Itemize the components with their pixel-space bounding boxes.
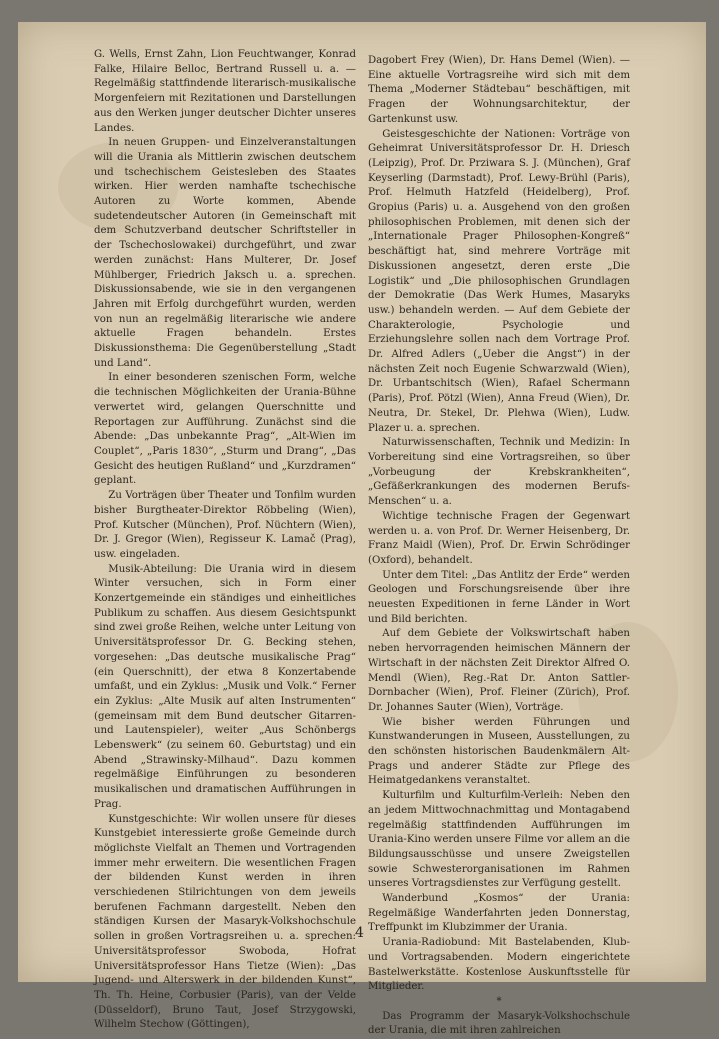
right-column (368, 54, 630, 1039)
paragraph: Wanderbund „Kosmos“ der Urania: Regelmäßige Wanderfahrten jeden Donnerstag, Treffpunkt im Klubzimmer der Urania. (368, 893, 630, 934)
paragraph: In neuen Gruppen- und Einzelveranstaltungen will die Urania als Mittlerin zwischen deutschem und tschechischem Geistesleben des Staates wirken. Hier werden namhafte tschechische Autoren zu Worte kommen, Abende sudetendeutscher Autoren (in Gemeinschaft mit dem Schutzverband deutscher Schriftsteller in der Tschechoslowakei) durchgeführt, und zwar werden zunächst: Hans Multerer, Dr. Josef Mühlberger, Friedrich Jaksch u. a. sprechen. Diskussionsabende, wie sie in den vergangenen Jahren mit Erfolg durchgeführt wurden, werden von nun an regelmäßig literarische wie andere aktuelle Fragen behandeln. Erstes Diskussionsthema: Die Gegenüberstellung „Stadt und Land“. (94, 137, 356, 369)
paragraph: Das Programm der Masaryk-Volkshochschule der Urania, die mit ihren zahlreichen (368, 1010, 630, 1037)
paragraph: Auf dem Gebiete der Volkswirtschaft haben neben hervorragenden heimischen Männern der Wirtschaft in der nächsten Zeit Direktor Alfred O. Mendl (Wien), Reg.-Rat Dr. Anton Sattler-Dornbacher (Wien), Prof. Fleiner (Zürich), Prof. Dr. Johannes Sauter (Wien), Vorträge. (368, 628, 630, 713)
paragraph: Wichtige technische Fragen der Gegenwart werden u. a. von Prof. Dr. Werner Heisenberg, Dr. Franz Maidl (Wien), Prof. Dr. Erwin Schrödinger (Oxford), behandelt. (368, 510, 630, 566)
paragraph: Geistesgeschichte der Nationen: Vorträge von Geheimrat Universitätsprofessor Dr. H. Driesch (Leipzig), Prof. Dr. Prziwara S. J. (München), Graf Keyserling (Darmstadt), Prof. Lewy-Brühl (Paris), Prof. Helmuth Hatzfeld (Heidelberg), Prof. Gropius (Paris) u. a. Ausgehend von den großen philosophischen Problemen, mit denen sich der „Internationale Prager Philosophen-Kongreß“ beschäftigt hat, sind mehrere Vorträge mit Diskussionen angesetzt, deren erste „Die Logistik“ und „Die philosophischen Grundlagen der Demokratie (Das Werk Humes, Masaryks usw.) behandeln werden. — Auf dem Gebiete der Charakterologie, Psychologie und Erziehungslehre sollen nach dem Vortrage Prof. Dr. Alfred Adlers („Ueber die Angst“) in der nächsten Zeit noch Eugenie Schwarzwald (Wien), Dr. Urbantschitsch (Wien), Rafael Schermann (Paris), Prof. Pötzl (Wien), Anna Freud (Wien), Dr. Neutra, Dr. Stekel, Dr. Plehwa (Wien), Ludw. Plazer u. a. sprechen. (368, 128, 630, 434)
section-separator: * (496, 996, 502, 1007)
paragraph: Musik-Abteilung: Die Urania wird in diesem Winter versuchen, sich in Form einer Konzertgemeinde ein ständiges und einheitliches Publikum zu schaffen. Aus diesem Gesichtspunkt sind zwei große Reihen, welche unter Leitung von Universitätsprofessor Dr. G. Becking stehen, vorgesehen: „Das deutsche musikalische Prag“ (ein Querschnitt), der etwa 8 Konzertabende umfaßt, und ein Zyklus: „Musik und Volk.“ Ferner ein Zyklus: „Alte Musik auf alten Instrumenten“ (gemeinsam mit dem Bund deutscher Gitarren- und Lautenspieler), weiter „Aus Schönbergs Lebenswerk“ (zu seinem 60. Geburtstag) und ein Abend „Strawinsky-Milhaud“. Dazu kommen regelmäßige Einführungen zu besonderen musikalischen und dramatischen Aufführungen in Prag. (94, 563, 356, 810)
paragraph: Naturwissenschaften, Technik und Medizin: In Vorbereitung sind eine Vortragsreihen, so über „Vorbeugung der Krebskrankheiten“, „Gefäßerkrankungen des modernen Berufs-Menschen“ u. a. (368, 437, 630, 508)
paragraph: G. Wells, Ernst Zahn, Lion Feuchtwanger, Konrad Falke, Hilaire Belloc, Bertrand Russell u. a. — Regelmäßig stattfindende literarisch-musikalische Morgenfeiern mit Rezitationen und Darstellungen aus den Werken junger deutscher Dichter unseres Landes. (94, 49, 356, 134)
paragraph: Urania-Radiobund: Mit Bastelabenden, Klub- und Vortragsabenden. Modern eingerichtete Bastelwerkstätte. Kostenlose Auskunftsstelle für Mitglieder. (368, 937, 630, 993)
paragraph: Unter dem Titel: „Das Antlitz der Erde“ werden Geologen und Forschungsreisende über ihre neuesten Expeditionen in ferne Länder in Wort und Bild berichten. (368, 569, 630, 625)
paragraph: In einer besonderen szenischen Form, welche die technischen Möglichkeiten der Urania-Bühne verwertet wird, gelangen Querschnitte und Reportagen zur Aufführung. Zunächst sind die Abende: „Das unbekannte Prag“, „Alt-Wien im Couplet“, „Paris 1830“, „Sturm und Drang“, „Das Gesicht des heutigen Rußland“ und „Kurzdramen“ geplant. (94, 372, 356, 487)
left-column (94, 48, 356, 1033)
page-number: 4 (355, 925, 364, 941)
paragraph: Kunstgeschichte: Wir wollen unsere für dieses Kunstgebiet interessierte große Gemeinde durch möglichste Vielfalt an Themen und Vortragenden immer mehr erweitern. Die wesentlichen Fragen der bildenden Kunst werden in ihren verschiedenen Stilrichtungen von dem jeweils berufenen Fachmann dargestellt. Neben den ständigen Kursen der Masaryk-Volkshochschule sollen in großen Vortragsreihen u. a. sprechen: Universitätsprofessor Swoboda, Hofrat Universitätsprofessor Hans Tietze (Wien): „Das Jugend- und Alterswerk in der bildenden Kunst“, Th. Th. Heine, Corbusier (Paris), van der Velde (Düsseldorf), Bruno Taut, Josef Strzygowski, Wilhelm Stechow (Göttingen), (94, 813, 356, 1031)
paragraph: Zu Vorträgen über Theater und Tonfilm wurden bisher Burgtheater-Direktor Röbbeling (Wien), Prof. Kutscher (München), Prof. Nüchtern (Wien), Dr. J. Gregor (Wien), Regisseur K. Lamač (Prag), usw. eingeladen. (94, 490, 356, 560)
paragraph: Kulturfilm und Kulturfilm-Verleih: Neben den an jedem Mittwochnachmittag und Montagabend regelmäßig stattfindenden Aufführungen im Urania-Kino werden unsere Filme vor allem an die Bildungsausschüsse und unsere Zweigstellen sowie Schwesterorganisationen im Rahmen unseres Vortragsdienstes zur Verfügung gestellt. (368, 790, 630, 890)
paragraph: Dagobert Frey (Wien), Dr. Hans Demel (Wien). — Eine aktuelle Vortragsreihe wird sich mit dem Thema „Moderner Städtebau“ beschäftigen, mit Fragen der Wohnungsarchitektur, der Gartenkunst usw. (368, 55, 630, 125)
paragraph: Wie bisher werden Führungen und Kunstwanderungen in Museen, Ausstellungen, zu den schönsten historischen Baudenkmälern Alt-Prags und anderer Städte zur Pflege des Heimatgedankens veranstaltet. (368, 716, 630, 787)
